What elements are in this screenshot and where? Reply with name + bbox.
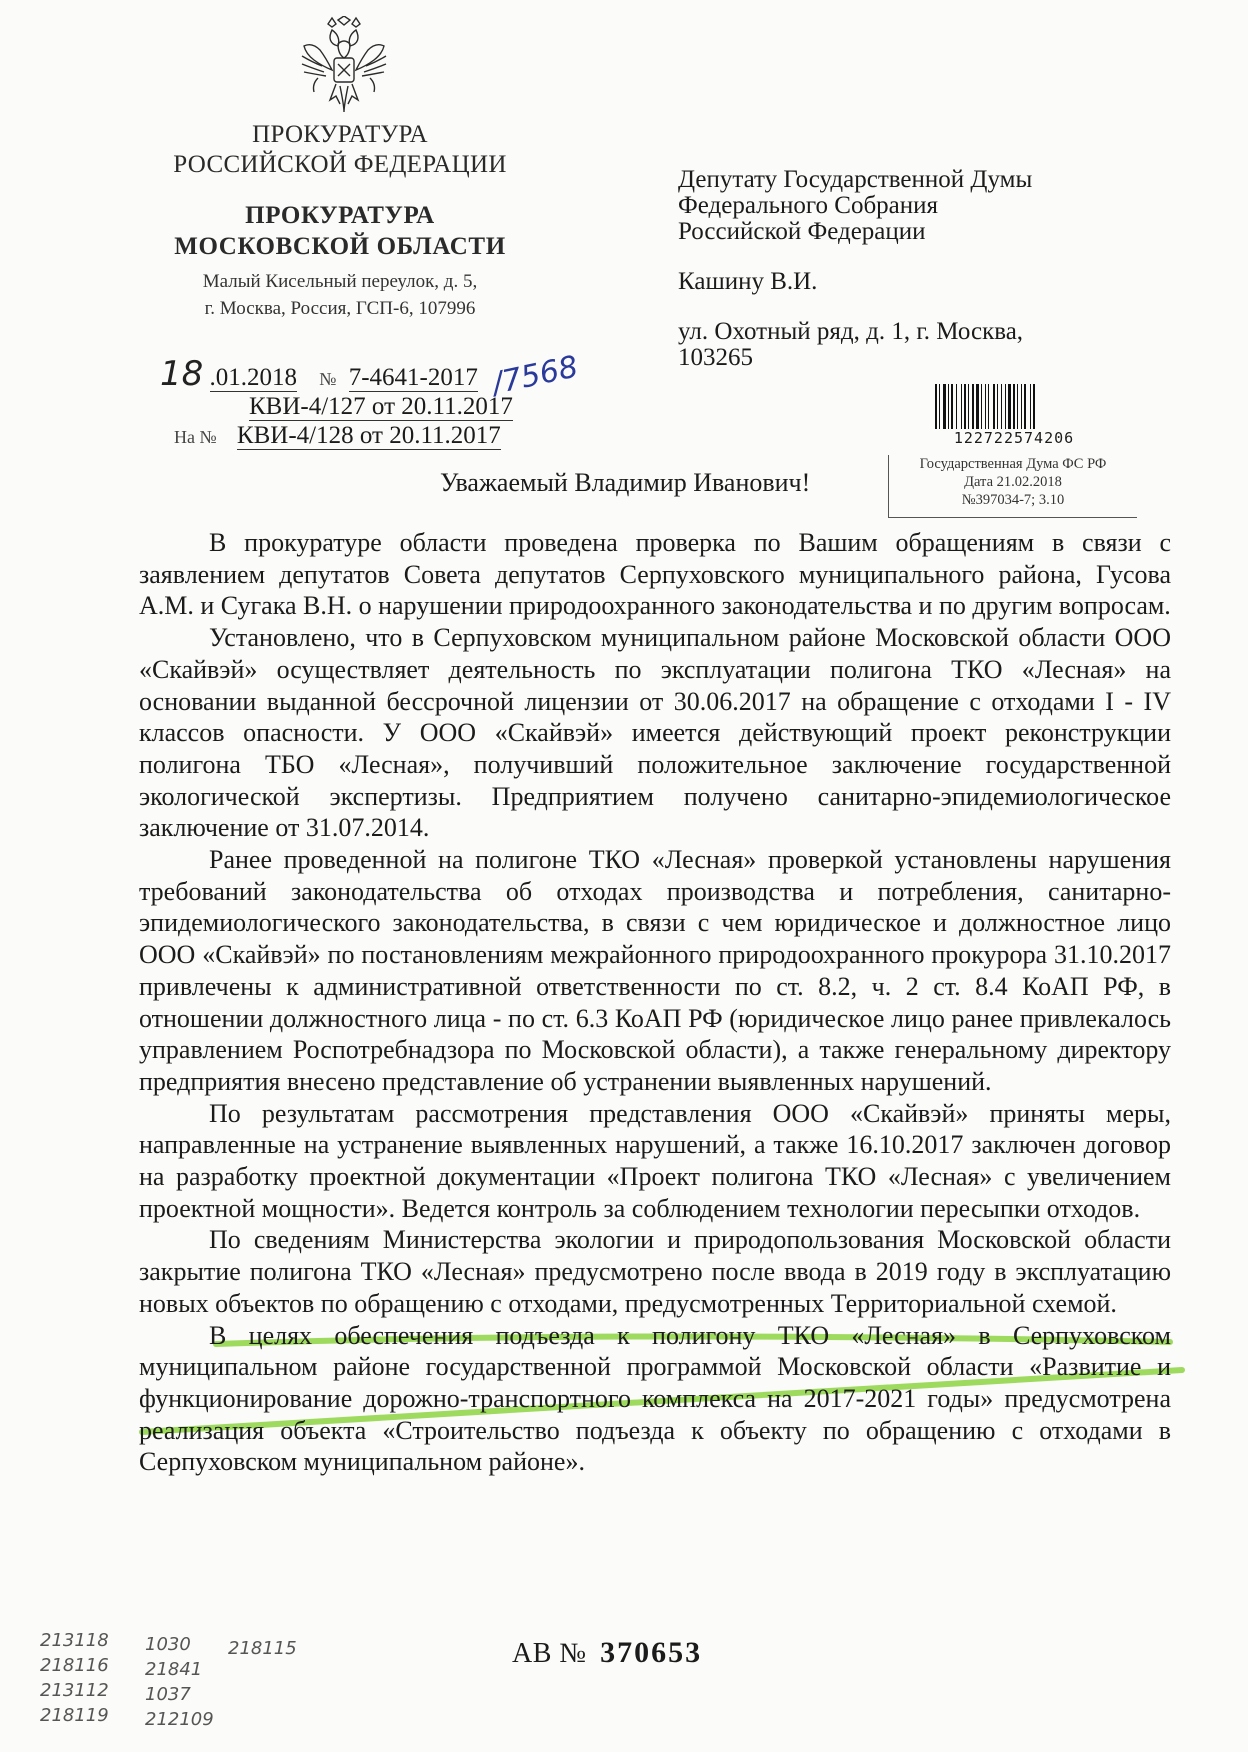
barcode-bar [1024,384,1026,430]
coat-of-arms-icon [298,16,390,116]
addressee-line3: Российской Федерации [678,218,926,245]
body-paragraph: В прокуратуре области проведена проверка по Вашим обращениям в связи с заявлением депутатов Совета депутатов Серпуховского муниципального района, Гусова А.М. и Сугака В.Н. о нарушении природоохранного законодательства и по другим вопросам. [139,528,1171,621]
addressee-address-line2: 103265 [678,344,753,371]
handwritten-note: 1030 [145,1634,191,1655]
body-paragraph: По результатам рассмотрения представления ООО «Скайвэй» приняты меры, направленные на устранение выявленных нарушений, а также 16.10.2017 заключен договор на разработку проектной документации «Проект полигона ТКО «Лесная» с увеличением проектной мощности». Ведется контроль за соблюдением технологии пересыпки отходов. [139,1098,1171,1223]
letter-body [139,527,1171,1478]
handwritten-day: 18 [160,354,204,394]
registration-date: .01.2018 [209,364,298,391]
barcode-bar [1030,384,1031,430]
barcode-bar [997,384,998,430]
barcode-bar [1001,384,1002,430]
body-paragraph: По сведениям Министерства экологии и природопользования Московской области закрытие полигона ТКО «Лесная» предусмотрено после ввода в 2019 году в эксплуатацию новых объектов по обращению с отходами, предусмотренных Территориальной схемой. [139,1225,1171,1318]
handwritten-notes-col2 [145,1632,214,1732]
stamp-line2: Дата 21.02.2018 [964,474,1062,490]
stamp-line1: Государственная Дума ФС РФ [919,456,1107,472]
sender-org-line2: РОССИЙСКОЙ ФЕДЕРАЦИИ [173,151,507,178]
barcode-bar [976,384,979,430]
barcode-bar [981,384,982,430]
serial-number: 370653 [600,1636,703,1669]
reference-line-1 [249,393,609,421]
sender-sub-line1: ПРОКУРАТУРА [245,202,435,229]
sender-org-block [150,120,530,180]
barcode-bar [993,384,995,430]
barcode-number: 122722574206 [933,429,1095,447]
barcode-bar [951,384,953,430]
handwritten-notes-col1 [40,1628,109,1728]
barcode-bar [968,384,969,430]
addressee-line1: Депутату Государственной Думы [678,166,1033,193]
barcode-bar [1008,384,1011,430]
barcode-bar [985,384,986,430]
body-paragraph: Ранее проведенной на полигоне ТКО «Лесная» проверкой установлены нарушения требований законодательства об отходах производства и потребления, санитарно-эпидемиологического законодательства, в связи с чем юридическое и должностное лицо ООО «Скайвэй» по постановлениям межрайонного природоохранного прокурора 31.10.2017 привлечены к административной ответственности по ст. 8.2, ч. 2 ст. 8.4 КоАП РФ, в отношении должностного лица - по ст. 6.3 КоАП РФ (юридическое лицо ранее привлекалось управлением Роспотребнадзора по Московской области), а также генеральному директору предприятия внесено представление об устранении выявленных нарушений. [139,845,1171,1096]
barcode-bar [956,384,957,430]
reference-label: На № [174,427,217,447]
barcode-bar [964,384,966,430]
handwritten-note: 212109 [145,1709,214,1730]
stamp-line3: №397034-7; 3.10 [961,492,1065,508]
greeting: Уважаемый Владимир Иванович! [440,468,811,497]
barcode-bar [961,384,962,430]
handwritten-note: 213118 [40,1630,109,1651]
registration-stamp [888,455,1137,518]
barcode-bar [988,384,989,430]
serial-label: АВ № [512,1638,587,1669]
handwritten-note: 213112 [40,1680,109,1701]
sender-sub-line2: МОСКОВСКОЙ ОБЛАСТИ [174,233,506,260]
sender-address-line2: г. Москва, Россия, ГСП-6, 107996 [204,298,476,319]
barcode-bar [1017,384,1018,430]
handwritten-reg-suffix: /7568 [489,349,582,402]
addressee-address-line1: ул. Охотный ряд, д. 1, г. Москва, [678,318,1024,345]
registration-number: 7-4641-2017 [348,364,478,391]
barcode-bar [939,384,940,430]
sender-address [150,268,530,322]
handwritten-note: 21841 [145,1659,203,1680]
registration-number-label: № [319,369,337,389]
reference-1: КВИ-4/127 от 20.11.2017 [249,393,513,420]
sender-sub-block [150,200,530,262]
barcode-bar [1021,384,1022,430]
addressee-line2: Федерального Собрания [678,192,939,219]
barcode-bar [1033,384,1035,430]
handwritten-note: 218119 [40,1705,109,1726]
registration-line [160,349,680,402]
barcode-bar [948,384,949,430]
reference-2: КВИ-4/128 от 20.11.2017 [236,422,501,449]
sender-address-line1: Малый Кисельный переулок, д. 5, [202,271,478,292]
body-paragraph: Установлено, что в Серпуховском муниципальном районе Московской области ООО «Скайвэй» осуществляет деятельность по эксплуатации полигона ТКО «Лесная» на основании выданной бессрочной лицензии от 30.06.2017 на обращение с отходами I - IV классов опасности. У ООО «Скайвэй» имеется действующий проект реконструкции полигона ТБО «Лесная», получивший положительное заключение государственной экологической экспертизы. Предприятием получено санитарно-эпидемиологическое заключение от 31.07.2014. [139,623,1171,843]
reference-line-2 [174,422,634,451]
form-serial [512,1636,702,1670]
addressee-name: Кашину В.И. [678,268,818,295]
handwritten-note: 1037 [145,1684,191,1705]
barcode-bar [972,384,974,430]
addressee-block [678,167,1198,371]
body-paragraph: В целях обеспечения подъезда к полигону ТКО «Лесная» в Серпуховском муниципальном районе государственной программой Московской области «Развитие и функционирование дорожно-транспортного комплекса на 2017-2021 годы» предусмотрена реализация объекта «Строительство подъезда к объекту по обращению с отходами в Серпуховском муниципальном районе». [139,1320,1171,1477]
handwritten-note: 218115 [228,1638,297,1659]
barcode-bar [1005,384,1006,430]
barcode-bar [1013,384,1015,430]
handwritten-note: 218116 [40,1655,109,1676]
barcode-bar [935,384,937,430]
barcode-bar [943,384,946,430]
sender-org-line1: ПРОКУРАТУРА [252,121,428,148]
